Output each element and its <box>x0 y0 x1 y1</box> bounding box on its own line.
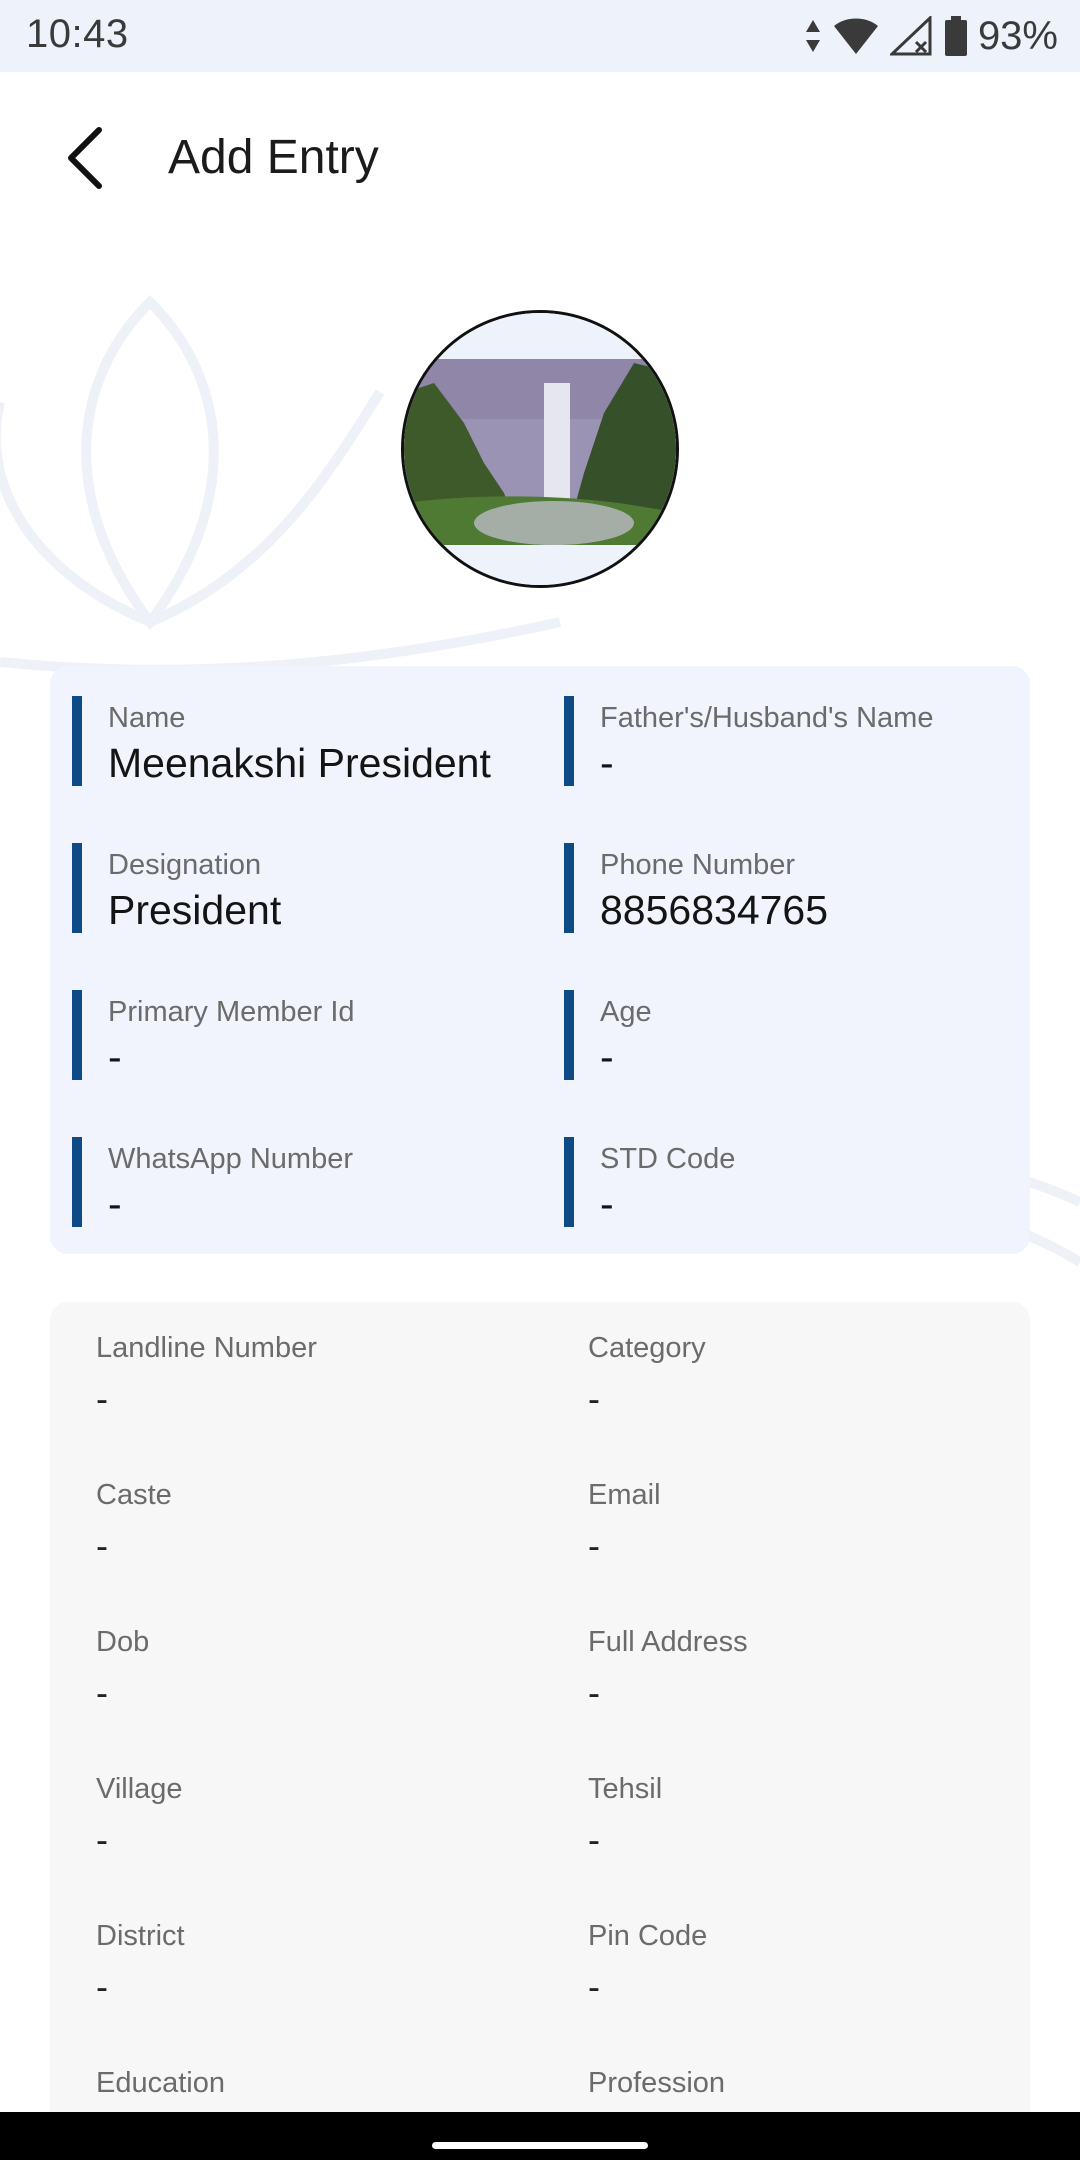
field-value: President <box>108 887 282 933</box>
status-bar <box>0 0 1080 72</box>
field-category <box>588 1332 1048 1432</box>
field-father-husband-name <box>564 696 1024 796</box>
field-value: - <box>600 740 614 786</box>
system-nav-bar <box>0 2112 1080 2160</box>
field-value: - <box>96 1819 108 1860</box>
field-phone-number <box>564 843 1024 943</box>
page-title: Add Entry <box>168 131 379 184</box>
status-time: 10:43 <box>26 12 129 56</box>
field-designation <box>72 843 532 943</box>
field-email <box>588 1479 1048 1579</box>
secondary-details-card <box>50 1302 1030 2132</box>
field-pin-code <box>588 1920 1048 2020</box>
primary-details-card <box>50 666 1030 1254</box>
field-label: WhatsApp Number <box>108 1143 353 1175</box>
field-accent-bar <box>564 696 574 786</box>
field-value: - <box>96 1525 108 1566</box>
field-value: - <box>600 1181 614 1227</box>
field-value: - <box>588 1819 600 1860</box>
field-accent-bar <box>564 990 574 1080</box>
field-value: - <box>588 1966 600 2007</box>
field-accent-bar <box>72 843 82 933</box>
field-landline-number <box>96 1332 556 1432</box>
field-accent-bar <box>564 1137 574 1227</box>
signal-no-service-icon <box>890 16 934 56</box>
field-label: Name <box>108 702 186 734</box>
field-value: Meenakshi President <box>108 740 491 786</box>
field-caste <box>96 1479 556 1579</box>
field-label: Landline Number <box>96 1332 317 1364</box>
field-full-address <box>588 1626 1048 1726</box>
field-label: Phone Number <box>600 849 796 881</box>
field-tehsil <box>588 1773 1048 1873</box>
field-label: Tehsil <box>588 1773 663 1805</box>
field-district <box>96 1920 556 2020</box>
field-name <box>72 696 532 796</box>
field-value: - <box>588 1525 600 1566</box>
status-icons <box>804 12 1058 60</box>
back-button[interactable] <box>46 118 126 198</box>
field-value: - <box>96 1378 108 1419</box>
field-label: Pin Code <box>588 1920 708 1952</box>
field-value: 8856834765 <box>600 887 829 933</box>
field-label: Email <box>588 1479 661 1511</box>
back-arrow-icon <box>61 126 111 190</box>
field-label: Full Address <box>588 1626 748 1658</box>
field-accent-bar <box>72 990 82 1080</box>
field-label: Village <box>96 1773 183 1805</box>
field-primary-member-id <box>72 990 532 1090</box>
field-dob <box>96 1626 556 1726</box>
field-value: - <box>108 1034 122 1080</box>
field-accent-bar <box>72 1137 82 1227</box>
data-arrows-icon <box>804 18 822 54</box>
field-std-code <box>564 1137 1024 1237</box>
field-value: - <box>96 1966 108 2007</box>
field-value: - <box>588 1672 600 1713</box>
field-age <box>564 990 1024 1090</box>
app-bar <box>0 72 1080 242</box>
field-label: District <box>96 1920 185 1952</box>
waterfall-photo <box>404 313 676 585</box>
field-value: - <box>108 1181 122 1227</box>
wifi-icon <box>832 16 880 56</box>
field-label: Primary Member Id <box>108 996 355 1028</box>
field-label: STD Code <box>600 1143 736 1175</box>
field-value: - <box>600 1034 614 1080</box>
field-label: Designation <box>108 849 262 881</box>
field-label: Dob <box>96 1626 150 1658</box>
field-label: Age <box>600 996 652 1028</box>
field-label: Profession <box>588 2067 726 2099</box>
avatar[interactable] <box>401 310 679 588</box>
field-label: Education <box>96 2067 225 2099</box>
field-value: - <box>588 1378 600 1419</box>
home-indicator[interactable] <box>432 2142 648 2149</box>
field-whatsapp-number <box>72 1137 532 1237</box>
field-label: Father's/Husband's Name <box>600 702 934 734</box>
field-label: Caste <box>96 1479 172 1511</box>
battery-icon <box>944 15 968 57</box>
field-value: - <box>96 1672 108 1713</box>
field-village <box>96 1773 556 1873</box>
field-label: Category <box>588 1332 706 1364</box>
battery-percent: 93% <box>977 13 1058 58</box>
field-accent-bar <box>72 696 82 786</box>
field-accent-bar <box>564 843 574 933</box>
